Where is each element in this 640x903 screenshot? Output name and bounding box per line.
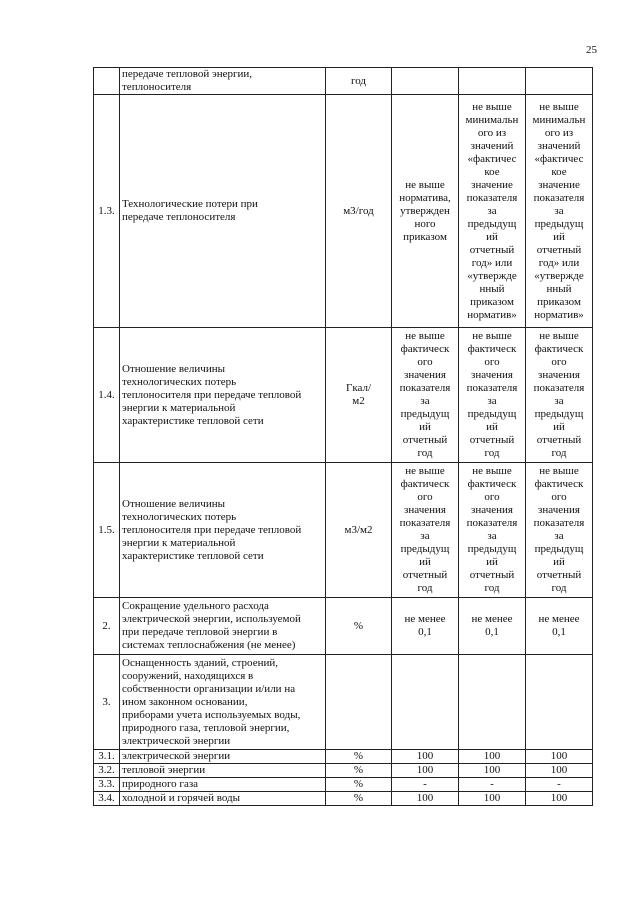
value-cell-3: не менее 0,1	[526, 598, 593, 655]
unit-cell: %	[326, 792, 392, 806]
value-cell-2: не менее 0,1	[459, 598, 526, 655]
indicator-name: природного газа	[120, 778, 326, 792]
value-cell-2: не выше фактическ ого значения показателя за предыдущ ий отчетный год	[459, 328, 526, 463]
unit-cell: %	[326, 750, 392, 764]
indicator-name: электрической энергии	[120, 750, 326, 764]
indicators-table	[93, 67, 593, 806]
value-cell-3: -	[526, 778, 593, 792]
value-cell-1: не менее 0,1	[392, 598, 459, 655]
table-row	[94, 95, 593, 328]
unit-cell: год	[326, 68, 392, 95]
value-cell-2	[459, 655, 526, 750]
value-cell-1: 100	[392, 750, 459, 764]
indicator-name: Сокращение удельного расхода электрической энергии, используемой при передаче тепловой энергии в системах теплоснабжения (не менее)	[120, 598, 326, 655]
unit-cell: %	[326, 778, 392, 792]
table-row	[94, 598, 593, 655]
value-cell-2: -	[459, 778, 526, 792]
indicator-name: Отношение величины технологических потерь теплоносителя при передаче тепловой энергии к материальной характеристике тепловой сети	[120, 463, 326, 598]
indicator-name: передаче тепловой энергии, теплоносителя	[120, 68, 326, 95]
value-cell-1: 100	[392, 764, 459, 778]
row-number: 2.	[94, 598, 120, 655]
table-row	[94, 463, 593, 598]
value-cell-2: 100	[459, 792, 526, 806]
row-number: 3.4.	[94, 792, 120, 806]
value-cell-3: не выше фактическ ого значения показателя за предыдущ ий отчетный год	[526, 463, 593, 598]
value-cell-1	[392, 68, 459, 95]
unit-cell: Гкал/ м2	[326, 328, 392, 463]
unit-cell: %	[326, 598, 392, 655]
value-cell-3: не выше фактическ ого значения показателя за предыдущ ий отчетный год	[526, 328, 593, 463]
indicator-name: Технологические потери при передаче теплоносителя	[120, 95, 326, 328]
unit-cell: м3/м2	[326, 463, 392, 598]
row-number: 1.5.	[94, 463, 120, 598]
table-row	[94, 655, 593, 750]
row-number: 3.2.	[94, 764, 120, 778]
table-row	[94, 778, 593, 792]
value-cell-1: не выше норматива, утвержден ного приказом	[392, 95, 459, 328]
value-cell-1: -	[392, 778, 459, 792]
indicator-name: тепловой энергии	[120, 764, 326, 778]
unit-cell	[326, 655, 392, 750]
value-cell-2	[459, 68, 526, 95]
value-cell-3	[526, 655, 593, 750]
value-cell-3: не выше минимальн ого из значений «фактичес кое значение показателя за предыдущ ий отчетный год» или «утвержде нный приказом норматив»	[526, 95, 593, 328]
indicator-name: Оснащенность зданий, строений, сооружений, находящихся в собственности организации и/или на ином законном основании, приборами учета используемых воды, природного газа, тепловой энергии, электрической энергии	[120, 655, 326, 750]
value-cell-1: не выше фактическ ого значения показателя за предыдущ ий отчетный год	[392, 463, 459, 598]
table-row	[94, 792, 593, 806]
row-number: 1.3.	[94, 95, 120, 328]
value-cell-2: 100	[459, 764, 526, 778]
unit-cell: %	[326, 764, 392, 778]
table-row	[94, 764, 593, 778]
indicator-name: Отношение величины технологических потерь теплоносителя при передаче тепловой энергии к материальной характеристике тепловой сети	[120, 328, 326, 463]
value-cell-3: 100	[526, 792, 593, 806]
row-number: 3.3.	[94, 778, 120, 792]
value-cell-3	[526, 68, 593, 95]
value-cell-3: 100	[526, 750, 593, 764]
value-cell-3: 100	[526, 764, 593, 778]
value-cell-1: не выше фактическ ого значения показателя за предыдущ ий отчетный год	[392, 328, 459, 463]
value-cell-2: 100	[459, 750, 526, 764]
page-number: 25	[586, 44, 597, 56]
value-cell-1	[392, 655, 459, 750]
value-cell-1: 100	[392, 792, 459, 806]
table-row	[94, 750, 593, 764]
table-row	[94, 328, 593, 463]
table-row	[94, 68, 593, 95]
value-cell-2: не выше минимальн ого из значений «фактичес кое значение показателя за предыдущ ий отчетный год» или «утвержде нный приказом норматив»	[459, 95, 526, 328]
value-cell-2: не выше фактическ ого значения показателя за предыдущ ий отчетный год	[459, 463, 526, 598]
row-number: 1.4.	[94, 328, 120, 463]
row-number: 3.1.	[94, 750, 120, 764]
row-number	[94, 68, 120, 95]
row-number: 3.	[94, 655, 120, 750]
indicator-name: холодной и горячей воды	[120, 792, 326, 806]
unit-cell: м3/год	[326, 95, 392, 328]
